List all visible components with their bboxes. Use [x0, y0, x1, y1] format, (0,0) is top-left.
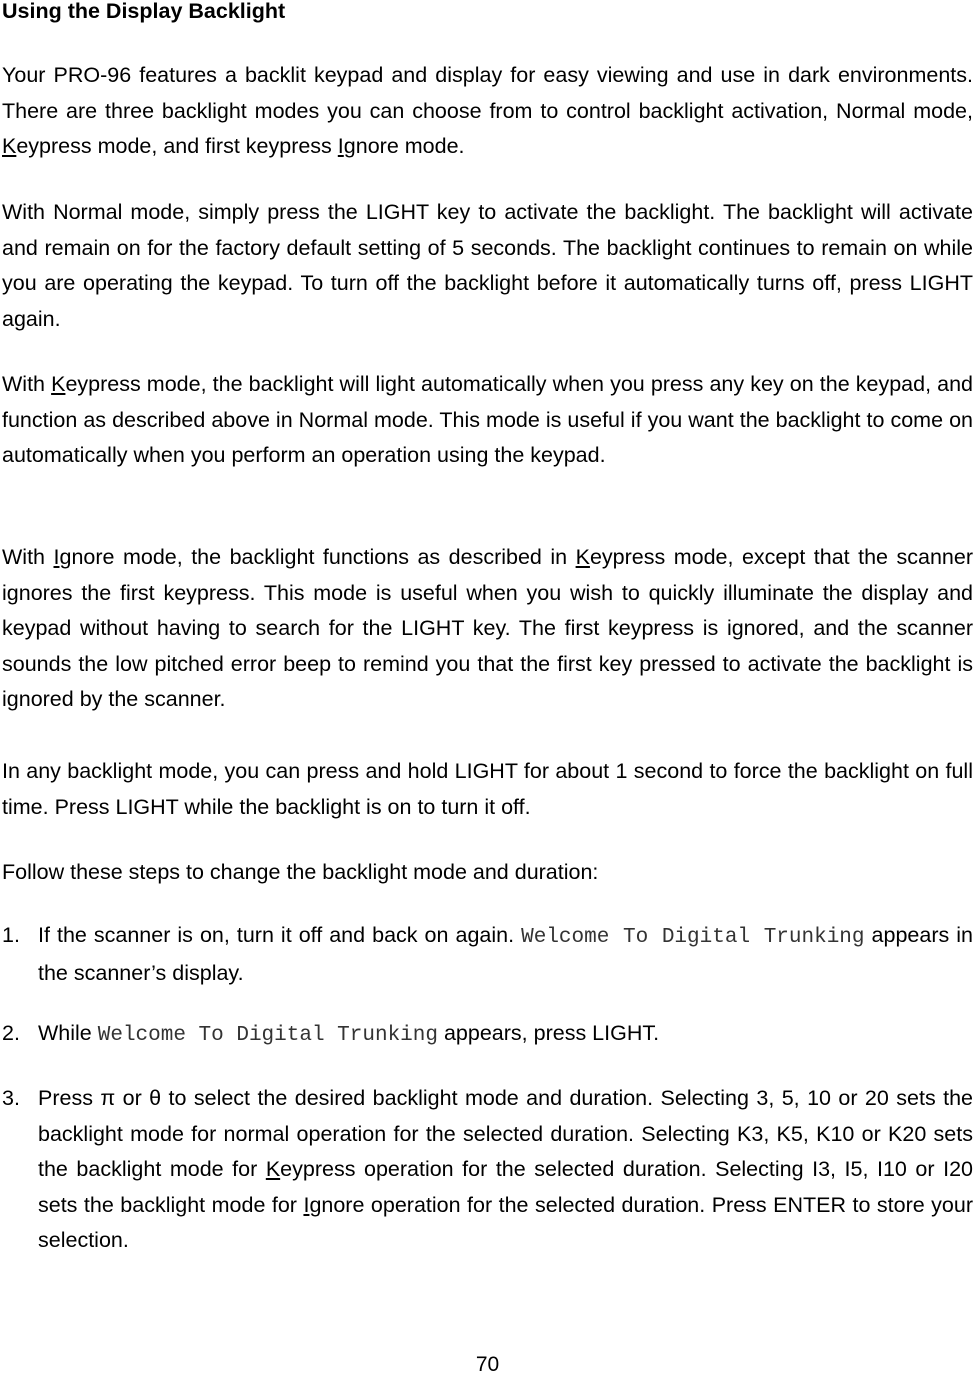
step-number: 2. — [2, 1021, 20, 1045]
display-message: Welcome To Digital Trunking — [521, 926, 865, 949]
normal-mode-paragraph: With Normal mode, simply press the LIGHT key to activate the backlight. The backlight will activate and remain on for the factory default setting of 5 seconds. The backlight continues to remain on while you are operating the keypad. To turn off the backlight before it automatically turns off, press LIGHT again. — [2, 200, 973, 331]
step-3 — [2, 1081, 973, 1259]
section-heading: Using the Display Backlight — [2, 0, 286, 23]
step-2 — [2, 1016, 973, 1054]
ignore-mode-paragraph: With Ignore mode, the backlight functions as described in Keypress mode, except that the scanner ignores the first keypress. This mode is useful when you wish to quickly illuminate the display and keypad without having to search for the LIGHT key. The first keypress is ignored, and the scanner sounds the low pitched error beep to remind you that the first key pressed to activate the backlight is ignored by the scanner. — [2, 545, 973, 711]
step-1 — [2, 918, 973, 991]
steps-intro: Follow these steps to change the backlight mode and duration: — [2, 860, 599, 884]
display-message: Welcome To Digital Trunking — [97, 1024, 438, 1047]
page-number: 70 — [475, 1353, 500, 1376]
intro-paragraph: Your PRO-96 features a backlit keypad and display for easy viewing and use in dark environments. There are three backlight modes you can choose from to control backlight activation, Normal mode, Keypress mode, and first keypress Ignore mode. — [2, 63, 973, 158]
keypress-mode-paragraph: With Keypress mode, the backlight will light automatically when you press any key on the keypad, and function as described above in Normal mode. This mode is useful if you want the backlight to come on automatically when you perform an operation using the keypad. — [2, 372, 973, 467]
step-number: 1. — [2, 923, 20, 947]
step-text: If the scanner is on, turn it off and back on again. Welcome To Digital Trunking appears in the scanner’s display. — [38, 923, 973, 985]
step-number: 3. — [2, 1086, 20, 1110]
force-on-paragraph: In any backlight mode, you can press and hold LIGHT for about 1 second to force the backlight on full time. Press LIGHT while the backlight is on to turn it off. — [2, 759, 973, 819]
step-text: While Welcome To Digital Trunking appears, press LIGHT. — [38, 1021, 660, 1047]
step-text: Press π or θ to select the desired backlight mode and duration. Selecting 3, 5, 10 or 20 sets the backlight mode for normal operation for the selected duration. Selecting K3, K5, K10 or K20 sets the backlight mode for Keypress operation for the selected duration. Selecting I3, I5, I10 or I20 sets the backlight mode for Ignore operation for the selected duration. Press ENTER to store your selection. — [38, 1086, 973, 1252]
